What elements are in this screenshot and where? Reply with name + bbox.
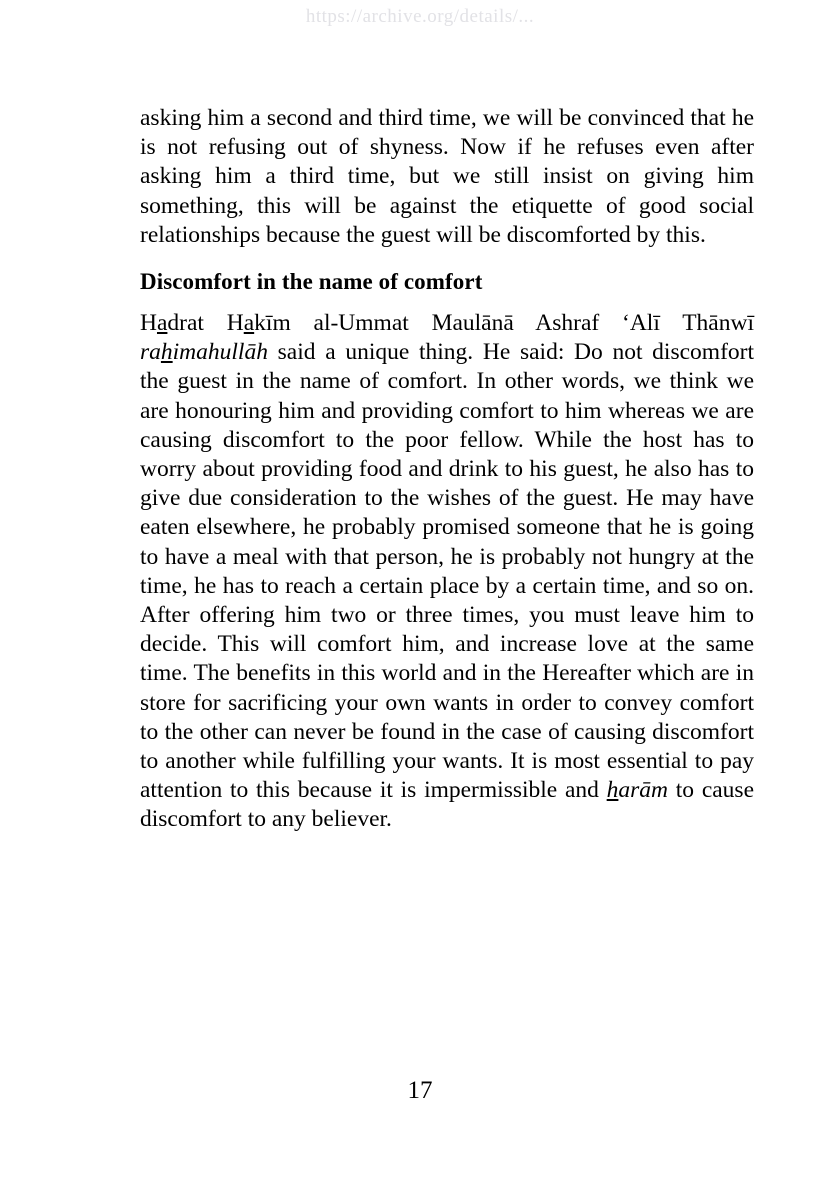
text-run: kīm al-Ummat Maulānā Ashraf ‘Alī Thānwī: [254, 310, 754, 337]
text-run: H: [140, 310, 157, 337]
text-run: h: [160, 339, 173, 366]
text-run: arām: [618, 777, 669, 804]
text-run: imahullāh: [172, 339, 268, 366]
text-run: H: [226, 310, 244, 337]
section-heading: Discomfort in the name of comfort: [140, 269, 483, 295]
text-run: ra: [140, 339, 161, 366]
text-run: drat: [167, 310, 227, 337]
text-run: a: [156, 310, 168, 337]
text-run: a: [243, 310, 255, 337]
text-run: h: [606, 777, 619, 804]
paragraph-continuation: asking him a second and third time, we will be convinced that he is not refusing out of shyness. Now if he refuses even after asking him a third time, but we still insist on giving him something, this will be against the etiquette of good social relationships because the guest will be discomforted by this.: [140, 105, 754, 248]
archive-watermark: https://archive.org/details/...: [305, 6, 535, 27]
page-content: [140, 104, 754, 835]
paragraph-main: [140, 309, 754, 835]
page-number: 17: [407, 1077, 433, 1104]
text-run: to cause discomfort to any believer.: [140, 777, 754, 833]
text-run: said a unique thing. He said: Do not discomfort the guest in the name of comfort. In other words, we think we are honouring him and providing comfort to him whereas we are causing discomfort to the poor fellow. While the host has to worry about providing food and drink to his guest, he also has to give due consideration to the wishes of the guest. He may have eaten elsewhere, he probably promised someone that he is going to have a meal with that person, he is probably not hungry at the time, he has to reach a certain place by a certain time, and so on. After offering him two or three times, you must leave him to decide. This will comfort him, and increase love at the same time. The benefits in this world and in the Hereafter which are in store for sacrificing your own wants in order to convey comfort to the other can never be found in the case of causing discomfort to another while fulfilling your wants. It is most essential to pay attention to this because it is impermissible and: [140, 339, 754, 804]
